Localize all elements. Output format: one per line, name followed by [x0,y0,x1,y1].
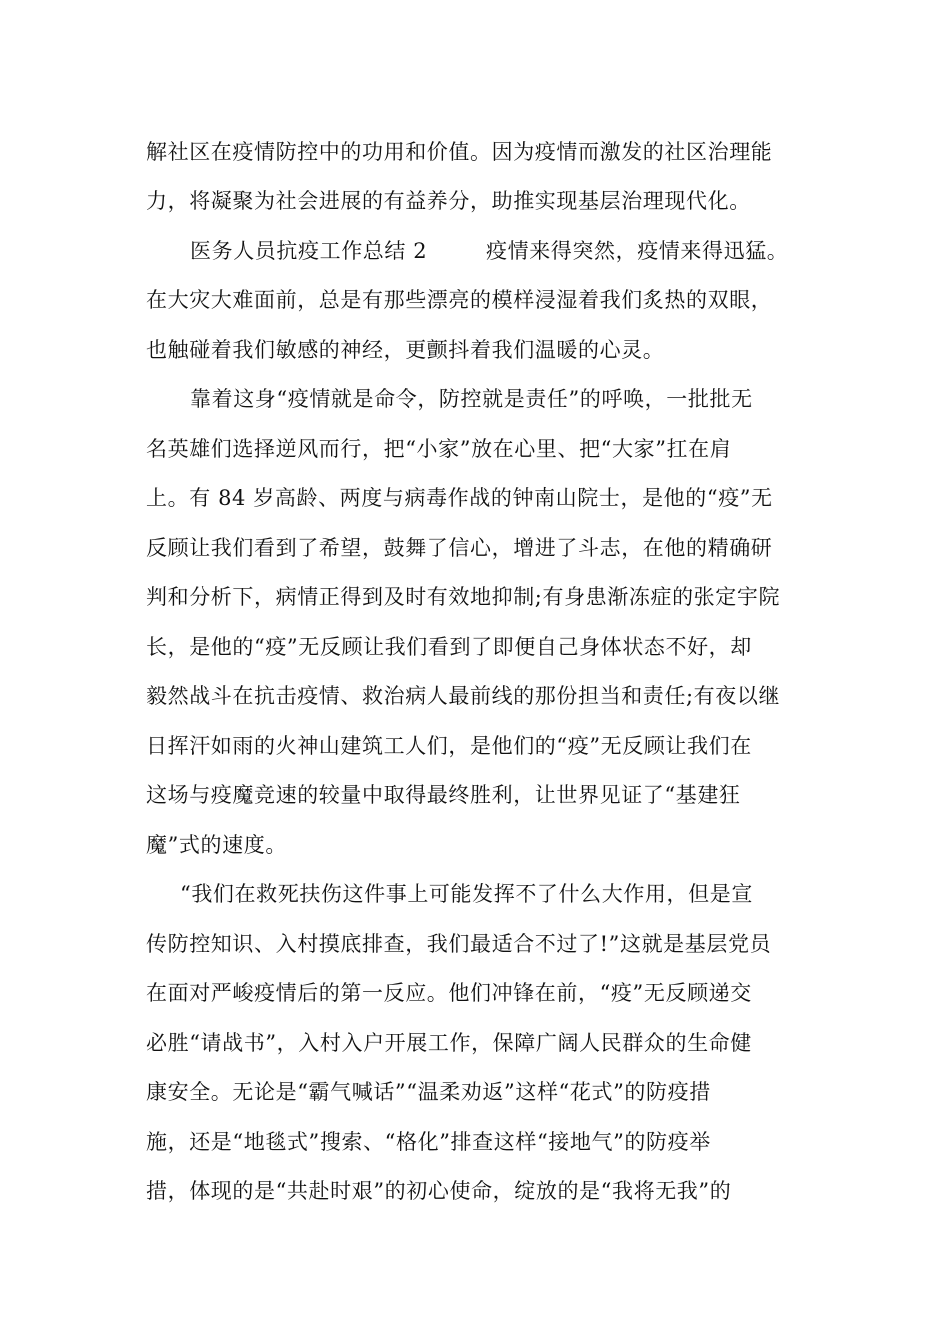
text-line: 必胜“请战书”，入村入户开展工作，保障广阔人民群众的生命健 [146,1031,752,1055]
section-title: 医务人员抗疫工作总结 2 [190,239,428,263]
text-line: 名英雄们选择逆风而行，把“小家”放在心里、把“大家”扛在肩 [146,437,732,461]
text-line: “我们在救死扶伤这件事上可能发挥不了什么大作用，但是宣 [180,882,753,906]
text-line: 毅然战斗在抗击疫情、救治病人最前线的那份担当和责任;有夜以继 [146,684,781,708]
text-line: 判和分析下，病情正得到及时有效地抑制;有身患渐冻症的张定宇院 [146,585,781,609]
text-line: 在面对严峻疫情后的第一反应。他们冲锋在前，“疫”无反顾递交 [146,981,752,1005]
text-line: 日挥汗如雨的火神山建筑工人们，是他们的“疫”无反顾让我们在 [146,734,752,758]
text-line: 反顾让我们看到了希望，鼓舞了信心，增进了斗志，在他的精确研 [146,536,773,560]
text-line: 施，还是“地毯式”搜索、“格化”排查这样“接地气”的防疫举 [146,1130,711,1154]
text-line: 传防控知识、入村摸底排查，我们最适合不过了!”这就是基层党员 [146,932,772,956]
text-line: 魔”式的速度。 [146,833,287,857]
text-line: 力，将凝聚为社会进展的有益养分，助推实现基层治理现代化。 [146,189,751,213]
text-line: 在大灾大难面前，总是有那些漂亮的模样浸湿着我们炙热的双眼， [146,288,773,312]
text-line: 康安全。无论是“霸气喊话”“温柔劝返”这样“花式”的防疫措 [146,1080,711,1104]
text-line: 靠着这身“疫情就是命令，防控就是责任”的呼唤，一批批无 [190,387,753,411]
text-line: 上。有 84 岁高龄、两度与病毒作战的钟南山院士，是他的“疫”无 [146,486,773,510]
text-line: 也触碰着我们敏感的神经，更颤抖着我们温暖的心灵。 [146,338,665,362]
text-line: 长，是他的“疫”无反顾让我们看到了即便自己身体状态不好，却 [146,635,752,659]
text-line: 解社区在疫情防控中的功用和价值。因为疫情而激发的社区治理能 [146,140,773,164]
text-line: 疫情来得突然，疫情来得迅猛。 [486,239,789,263]
text-line: 这场与疫魔竞速的较量中取得最终胜利，让世界见证了“基建狂 [146,783,741,807]
text-line: 措，体现的是“共赴时艰”的初心使命，绽放的是“我将无我”的 [146,1179,732,1203]
